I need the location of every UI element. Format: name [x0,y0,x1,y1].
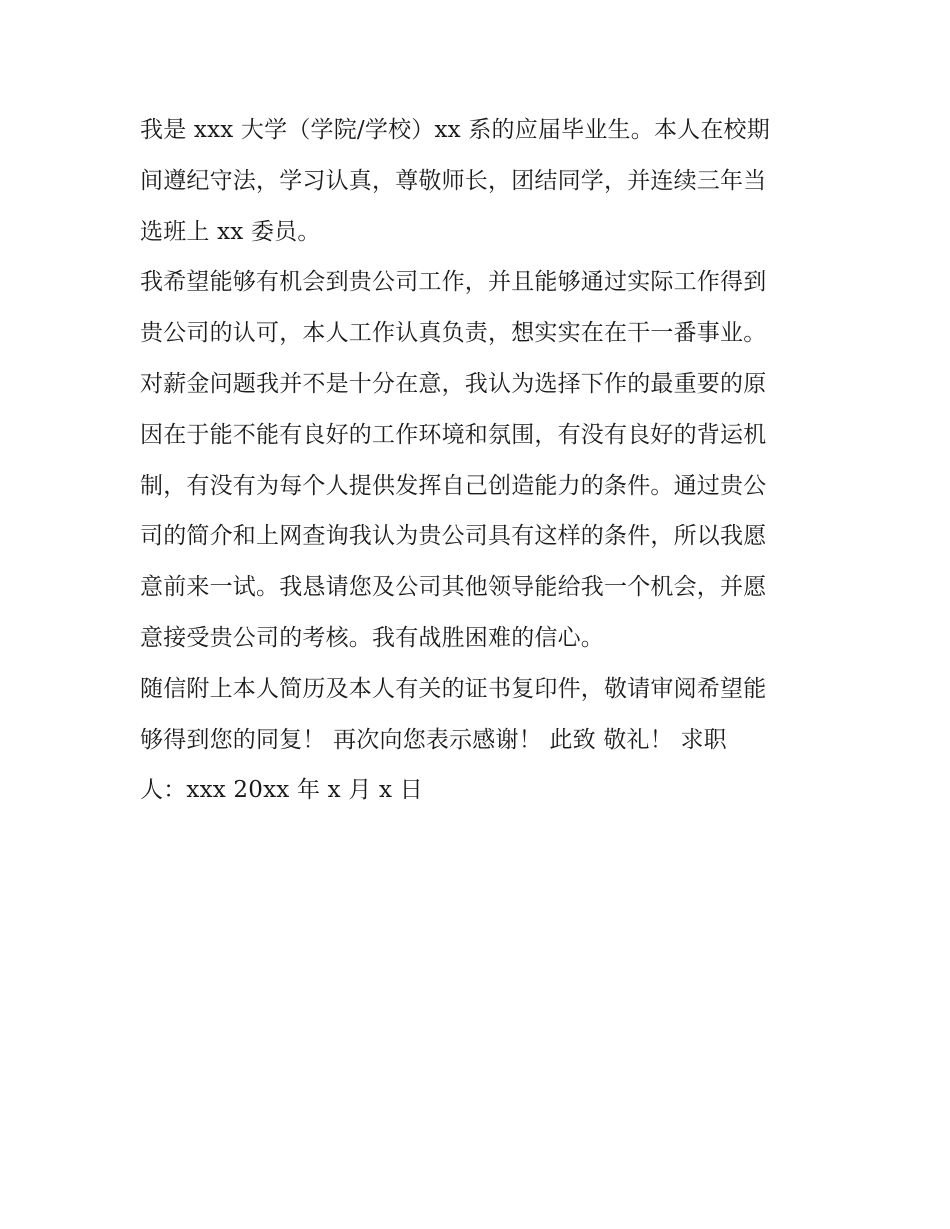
text-line-8: 制，有没有为每个人提供发挥自己创造能力的条件。通过贵公 [140,472,767,499]
text-line-2: 间遵纪守法，学习认真，尊敬师长，团结同学，并连续三年当 [140,167,767,194]
text-line-5: 贵公司的认可，本人工作认真负责，想实实在在干一番事业。 [140,320,767,347]
text-line-3: 选班上 xx 委员。 [140,218,321,245]
text-line-10: 意前来一试。我恳请您及公司其他领导能给我一个机会，并愿 [140,574,767,601]
text-line-1: 我是 xxx 大学（学院/学校）xx 系的应届毕业生。本人在校期 [140,117,770,143]
letter-body [140,105,820,816]
text-line-6: 对薪金问题我并不是十分在意，我认为选择下作的最重要的原 [140,370,767,397]
text-line-4: 我希望能够有机会到贵公司工作，并且能够通过实际工作得到 [140,269,767,296]
text-line-7: 因在于能不能有良好的工作环境和氛围，有没有良好的背运机 [140,421,767,448]
signature-line: 人：xxx 20xx 年 x 月 x 日 [140,777,423,804]
text-line-12: 随信附上本人简历及本人有关的证书复印件，敬请审阅希望能 [140,675,767,702]
text-line-11: 意接受贵公司的考核。我有战胜困难的信心。 [140,624,604,651]
text-line-13: 够得到您的同复！ 再次向您表示感谢！ 此致 敬礼！ 求职 [140,726,727,753]
text-line-9: 司的简介和上网查询我认为贵公司具有这样的条件，所以我愿 [140,523,767,550]
